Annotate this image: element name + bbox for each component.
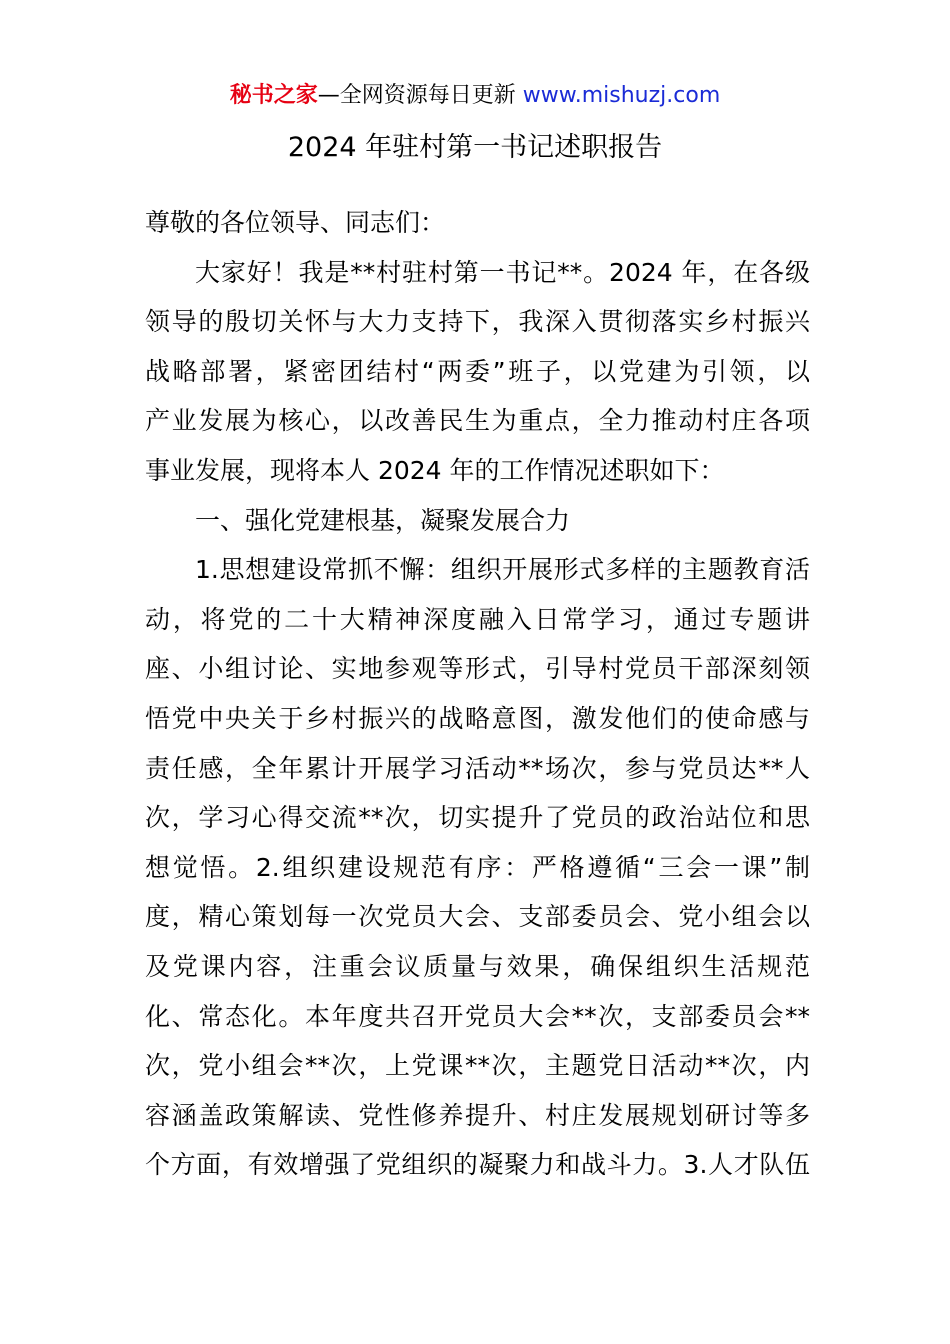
site-url-link[interactable]: www.mishuzj.com [522, 83, 721, 108]
body-line: 大家好！我是**村驻村第一书记**。2024 年，在各级 [195, 257, 810, 287]
body-line: 次，党小组会**次，上党课**次，主题党日活动**次，内 [145, 1051, 810, 1081]
body-line: 一、强化党建根基，凝聚发展合力 [195, 505, 571, 535]
body-line: 度，精心策划每一次党员大会、支部委员会、党小组会以 [145, 902, 810, 932]
body-line: 悟党中央关于乡村振兴的战略意图，激发他们的使命感与 [145, 703, 810, 733]
body-line: 化、常态化。本年度共召开党员大会**次，支部委员会** [145, 1001, 810, 1031]
site-header [0, 80, 950, 112]
body-line: 动，将党的二十大精神深度融入日常学习，通过专题讲 [145, 604, 810, 634]
body-line: 战略部署，紧密团结村“两委”班子，以党建为引领，以 [145, 356, 810, 386]
body-line: 事业发展，现将本人 2024 年的工作情况述职如下： [145, 455, 725, 485]
document-body [145, 198, 810, 1190]
body-line: 责任感，全年累计开展学习活动**场次，参与党员达**人 [145, 753, 810, 783]
body-line: 及党课内容，注重会议质量与效果，确保组织生活规范 [145, 951, 810, 981]
body-line: 座、小组讨论、实地参观等形式，引导村党员干部深刻领 [145, 654, 810, 684]
body-line: 产业发展为核心，以改善民生为重点，全力推动村庄各项 [145, 406, 810, 436]
body-line: 个方面，有效增强了党组织的凝聚力和战斗力。3.人才队伍 [145, 1150, 810, 1180]
site-brand: 秘书之家 [229, 83, 318, 108]
body-line: 尊敬的各位领导、同志们： [145, 208, 446, 237]
body-line: 想觉悟。2.组织建设规范有序：严格遵循“三会一课”制 [145, 852, 810, 882]
site-tagline: —全网资源每日更新 [317, 83, 523, 108]
body-line: 1.思想建设常抓不懈：组织开展形式多样的主题教育活 [195, 555, 810, 585]
body-line: 领导的殷切关怀与大力支持下，我深入贯彻落实乡村振兴 [145, 307, 810, 337]
body-line: 次，学习心得交流**次，切实提升了党员的政治站位和思 [145, 803, 810, 833]
body-line: 容涵盖政策解读、党性修养提升、村庄发展规划研讨等多 [145, 1100, 810, 1130]
document-title: 2024 年驻村第一书记述职报告 [287, 132, 663, 163]
